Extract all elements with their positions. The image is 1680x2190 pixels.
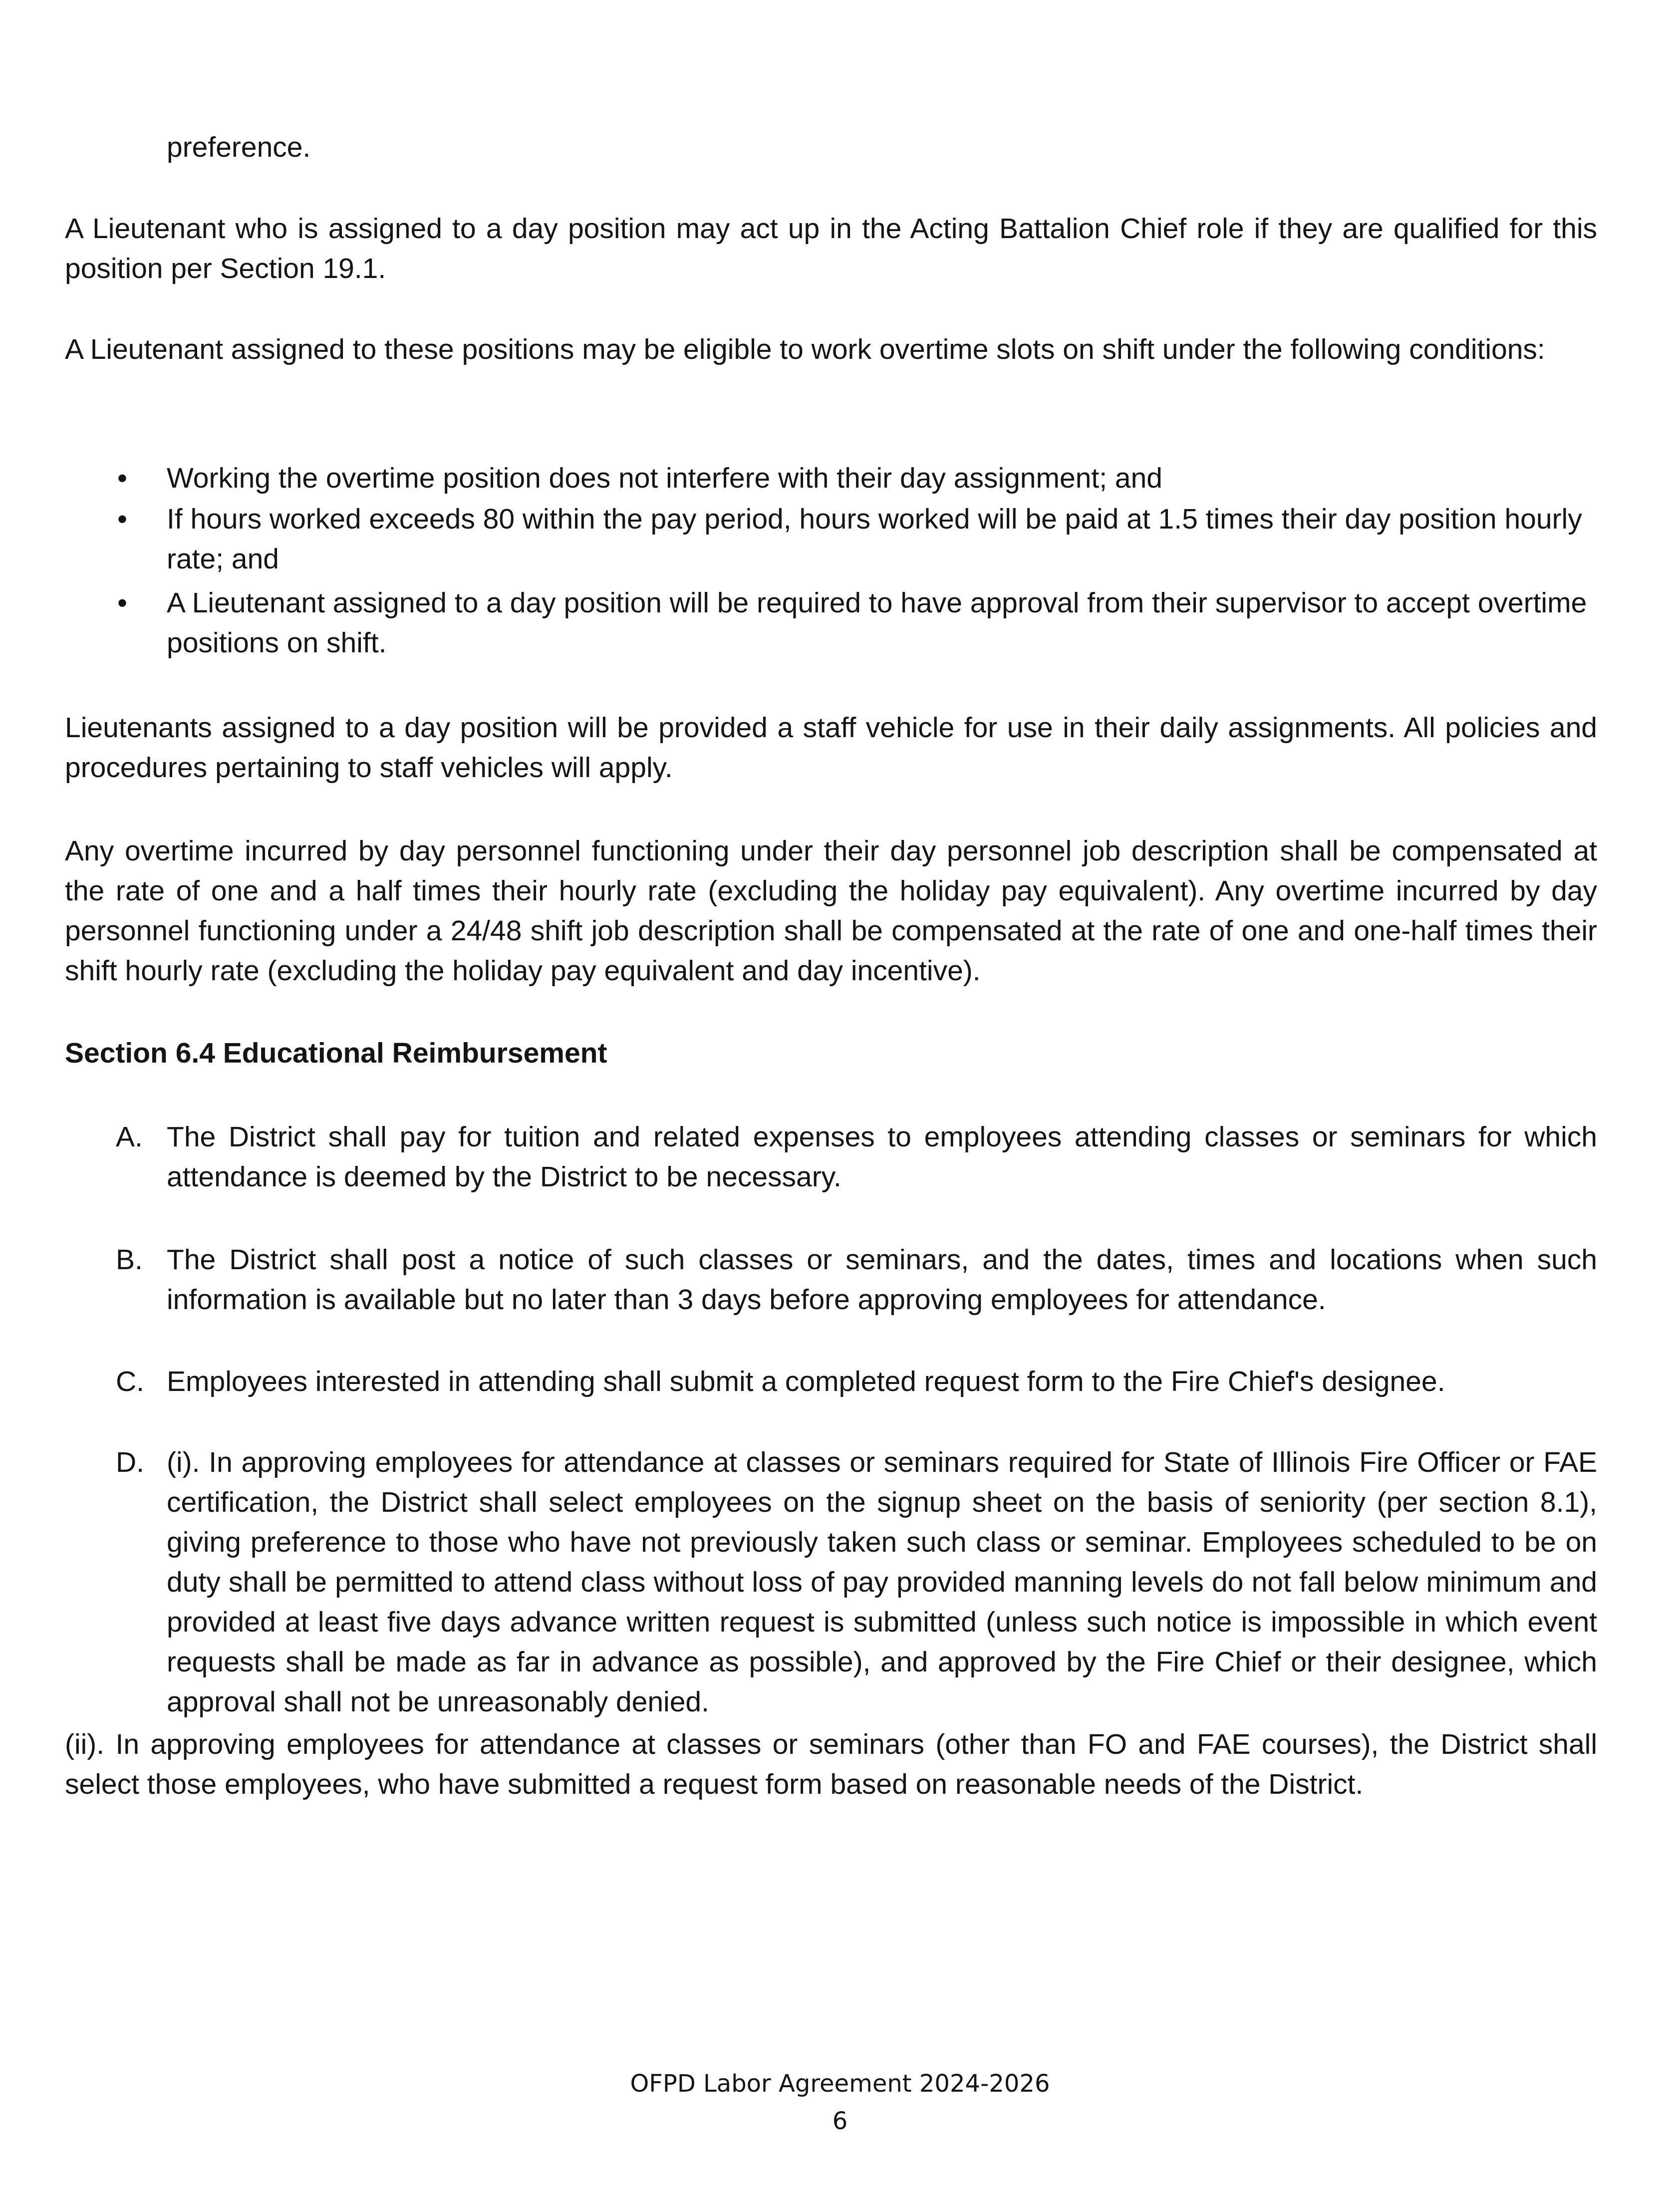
item-letter: C.: [116, 1366, 144, 1397]
bullet-text: A Lieutenant assigned to a day position will be required to have approval from their supervisor to accept overtime positions on shift.: [167, 587, 1587, 659]
bullet-marker: •: [117, 462, 127, 494]
subclause-ii: (ii). In approving employees for attendance at classes or seminars (other than FO and FAE courses), the District shall select those employees, who have submitted a request form based on reasonable needs of the District.: [65, 1728, 1597, 1800]
item-text: The District shall pay for tuition and related expenses to employees attending classes or seminars for which attendance is deemed by the District to be necessary.: [167, 1121, 1597, 1193]
item-text: Employees interested in attending shall submit a completed request form to the Fire Chief's designee.: [167, 1366, 1445, 1397]
item-letter: D.: [116, 1446, 144, 1478]
paragraph-overtime-compensation: Any overtime incurred by day personnel functioning under their day personnel job description shall be compensated at the rate of one and a half times their hourly rate (excluding the holiday pay equivalent). Any overtime incurred by day personnel functioning under a 24/48 shift job description shall be compensated at the rate of one and one-half times their shift hourly rate (excluding the holiday pay equivalent and day incentive).: [65, 835, 1597, 987]
paragraph-acting-battalion-chief: A Lieutenant who is assigned to a day position may act up in the Acting Battalion Chief role if they are qualified for this position per Section 19.1.: [65, 213, 1597, 284]
section-heading: Section 6.4 Educational Reimbursement: [65, 1037, 607, 1069]
paragraph-staff-vehicle: Lieutenants assigned to a day position will be provided a staff vehicle for use in their daily assignments. All policies and procedures pertaining to staff vehicles will apply.: [65, 712, 1597, 784]
bullet-marker: •: [117, 587, 127, 619]
footer-title: OFPD Labor Agreement 2024-2026: [630, 2070, 1050, 2098]
paragraph-overtime-eligibility: A Lieutenant assigned to these positions may be eligible to work overtime slots on shift under the following conditions:: [65, 333, 1545, 365]
item-letter: B.: [116, 1244, 143, 1276]
item-text: The District shall post a notice of such classes or seminars, and the dates, times and locations when such information is available but no later than 3 days before approving employees for attendance.: [167, 1244, 1597, 1316]
continuation-text: preference.: [167, 131, 311, 163]
item-letter: A.: [116, 1121, 143, 1153]
bullet-text: Working the overtime position does not interfere with their day assignment; and: [167, 462, 1162, 494]
bullet-text: If hours worked exceeds 80 within the pay period, hours worked will be paid at 1.5 times their day position hourly rate; and: [167, 503, 1582, 575]
item-text: (i). In approving employees for attendance at classes or seminars required for State of Illinois Fire Officer or FAE certification, the District shall select employees on the signup sheet on the basis of seniority (per section 8.1), giving preference to those who have not previously taken such class or seminar. Employees scheduled to be on duty shall be permitted to attend class without loss of pay provided manning levels do not fall below minimum and provided at least five days advance written request is submitted (unless such notice is impossible in which event requests shall be made as far in advance as possible), and approved by the Fire Chief or their designee, which approval shall not be unreasonably denied.: [167, 1446, 1597, 1718]
page-number: 6: [832, 2107, 848, 2135]
bullet-marker: •: [117, 503, 127, 535]
